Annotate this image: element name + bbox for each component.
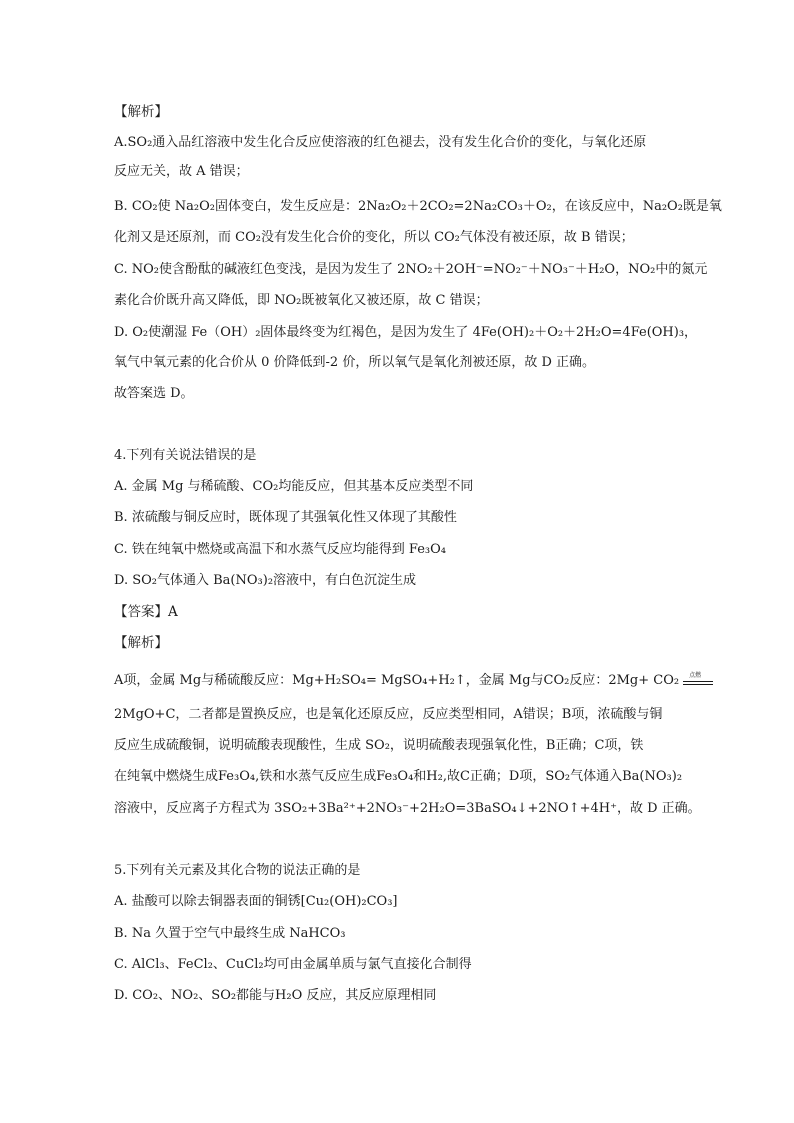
q3-analysis-c-line1: C. NO₂使含酚酞的碱液红色变浅，是因为发生了 2NO₂＋2OH⁻=NO₂⁻＋NO₃⁻＋H₂O，NO₂中的氮元 [114,262,708,277]
q3-analysis-a-line1: A.SO₂通入品红溶液中发生化合反应使溶液的红色褪去，没有发生化合价的变化，与氧化还原 [114,135,647,150]
q5-option-b: B. Na 久置于空气中最终生成 NaHCO₃ [114,926,346,941]
q4-analysis-line3: 反应生成硫酸铜，说明硫酸表现酸性，生成 SO₂，说明硫酸表现强氧化性，B正确；C项，铁 [114,738,644,753]
q4-option-b: B. 浓硫酸与铜反应时，既体现了其强氧化性又体现了其酸性 [114,510,457,525]
q4-stem: 4.下列有关说法错误的是 [114,448,257,463]
q4-analysis-heading: 【解析】 [114,635,168,651]
q4-analysis-line2: 2MgO+C，二者都是置换反应，也是氧化还原反应，反应类型相同，A错误；B项，浓硫酸与铜 [114,707,663,722]
q3-analysis-c-line2: 素化合价既升高又降低，即 NO₂既被氧化又被还原，故 C 错误； [114,293,489,308]
q5-stem: 5.下列有关元素及其化合物的说法正确的是 [114,863,361,878]
q3-analysis-a-line2: 反应无关，故 A 错误； [114,164,249,179]
q4-analysis-line1 [114,672,713,690]
q4-analysis-line1-text: A项，金属 Mg与稀硫酸反应：Mg+H₂SO₄= MgSO₄+H₂↑，金属 Mg与CO₂反应：2Mg+ CO₂ [114,673,680,688]
q4-analysis-line4: 在纯氧中燃烧生成Fe₃O₄,铁和水蒸气反应生成Fe₃O₄和H₂,故C正确；D项，SO₂气体通入Ba(NO₃)₂ [114,769,683,784]
q3-analysis-heading: 【解析】 [114,104,168,120]
q5-option-d: D. CO₂、NO₂、SO₂都能与H₂O 反应，其反应原理相同 [114,988,437,1003]
q5-option-c: C. AlCl₃、FeCl₂、CuCl₂均可由金属单质与氯气直接化合制得 [114,957,472,972]
q4-analysis-line5: 溶液中，反应离子方程式为 3SO₂+3Ba²⁺+2NO₃⁻+2H₂O=3BaSO₄↓+2NO↑+4H⁺，故 D 正确。 [114,801,701,816]
q4-option-c: C. 铁在纯氧中燃烧或高温下和水蒸气反应均能得到 Fe₃O₄ [114,542,446,557]
q3-conclusion: 故答案选 D。 [114,386,194,401]
reaction-condition-label: 点燃 [689,671,702,679]
q4-option-a: A. 金属 Mg 与稀硫酸、CO₂均能反应，但其基本反应类型不同 [114,479,474,494]
reaction-condition-arrow [683,671,713,687]
q3-analysis-d-line1: D. O₂使潮湿 Fe（OH）₂固体最终变为红褐色，是因为发生了 4Fe(OH)₂＋O₂＋2H₂O=4Fe(OH)₃， [114,325,698,340]
q4-option-d: D. SO₂气体通入 Ba(NO₃)₂溶液中，有白色沉淀生成 [114,573,417,588]
q4-answer: 【答案】A [114,604,178,620]
q5-option-a: A. 盐酸可以除去铜器表面的铜锈[Cu₂(OH)₂CO₃] [114,894,398,909]
q3-analysis-b-line1: B. CO₂使 Na₂O₂固体变白，发生反应是：2Na₂O₂＋2CO₂=2Na₂CO₃＋O₂，在该反应中，Na₂O₂既是氧 [114,199,722,214]
q3-analysis-d-line2: 氧气中氧元素的化合价从 0 价降低到-2 价，所以氧气是氧化剂被还原，故 D 正确。 [114,355,596,370]
q3-analysis-b-line2: 化剂又是还原剂，而 CO₂没有发生化合价的变化，所以 CO₂气体没有被还原，故 B 错误； [114,230,634,245]
